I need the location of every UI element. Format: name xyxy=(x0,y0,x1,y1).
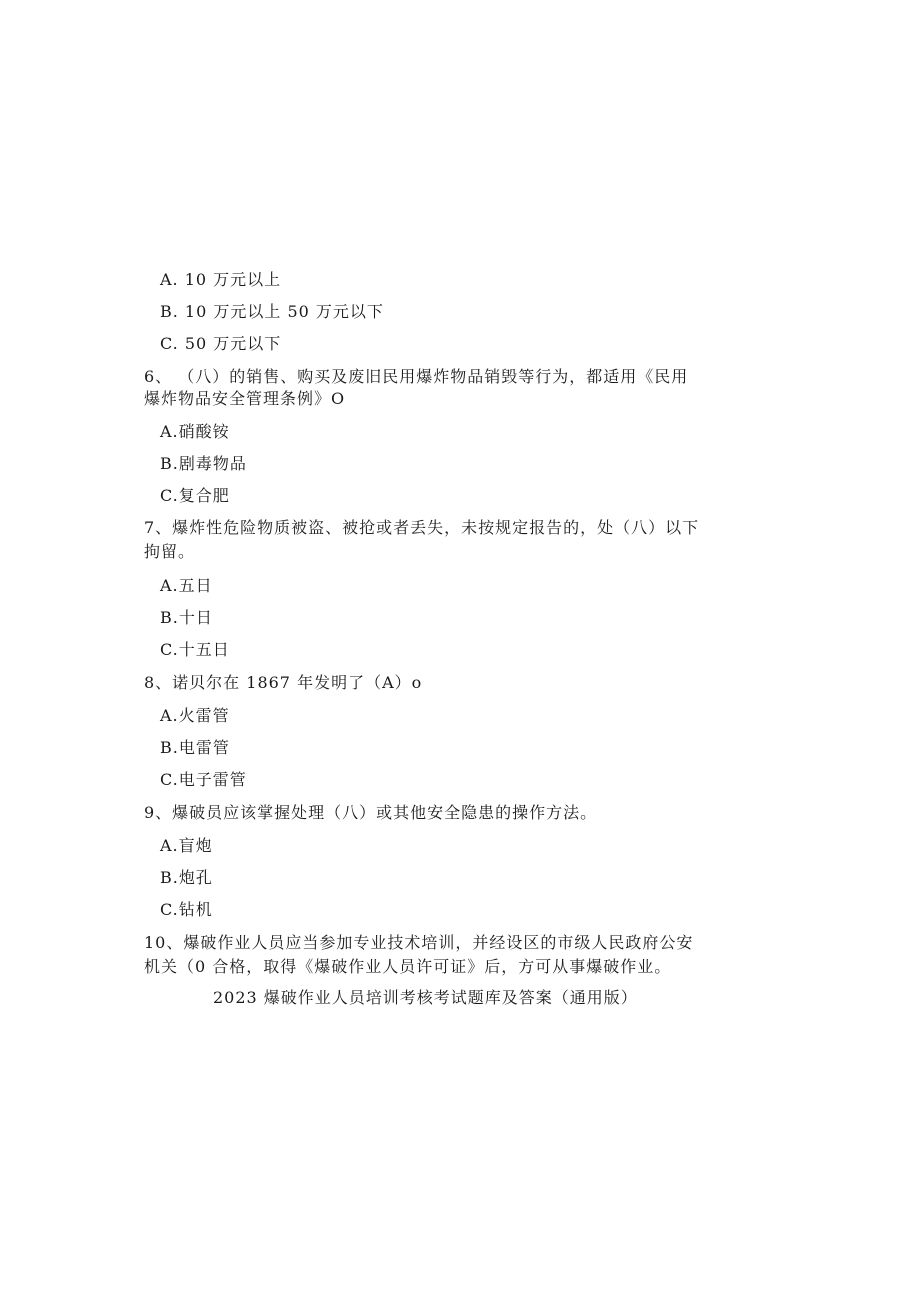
question-7-option-a: A.五日 xyxy=(160,576,213,595)
option-c-q5: C. 50 万元以下 xyxy=(160,334,282,353)
question-8-option-c: C.电子雷管 xyxy=(160,770,247,789)
question-6-option-a: A.硝酸铵 xyxy=(160,422,230,441)
question-6-option-b: B.剧毒物品 xyxy=(160,454,247,473)
question-8-option-b: B.电雷管 xyxy=(160,738,230,757)
question-8-option-a: A.火雷管 xyxy=(160,706,230,725)
question-6-stem-line-2: 爆炸物品安全管理条例》O xyxy=(144,389,346,408)
question-6-option-c: C.复合肥 xyxy=(160,486,230,505)
question-8-stem: 8、诺贝尔在 1867 年发明了（A）o xyxy=(144,673,423,692)
question-9-option-c: C.钻机 xyxy=(160,900,213,919)
option-b-q5: B. 10 万元以上 50 万元以下 xyxy=(160,302,384,321)
question-7-option-c: C.十五日 xyxy=(160,640,230,659)
question-7-option-b: B.十日 xyxy=(160,608,213,627)
question-9-stem: 9、爆破员应该掌握处理（八）或其他安全隐患的操作方法。 xyxy=(144,803,598,822)
question-9-option-b: B.炮孔 xyxy=(160,868,213,887)
question-10-stem-line-1: 10、爆破作业人员应当参加专业技术培训，并经设区的市级人民政府公安 xyxy=(144,933,694,952)
option-a-q5: A. 10 万元以上 xyxy=(160,270,282,289)
document-footer-title: 2023 爆破作业人员培训考核考试题库及答案（通用版） xyxy=(213,988,638,1007)
question-6-stem-line-1: 6、 （八）的销售、购买及废旧民用爆炸物品销毁等行为，都适用《民用 xyxy=(144,367,689,386)
question-9-option-a: A.盲炮 xyxy=(160,836,213,855)
question-10-stem-line-2: 机关（0 合格，取得《爆破作业人员许可证》后，方可从事爆破作业。 xyxy=(144,957,672,976)
question-7-stem-line-2: 拘留。 xyxy=(144,542,196,561)
question-7-stem-line-1: 7、爆炸性危险物质被盗、被抢或者丢失，未按规定报告的，处（八）以下 xyxy=(144,518,700,537)
